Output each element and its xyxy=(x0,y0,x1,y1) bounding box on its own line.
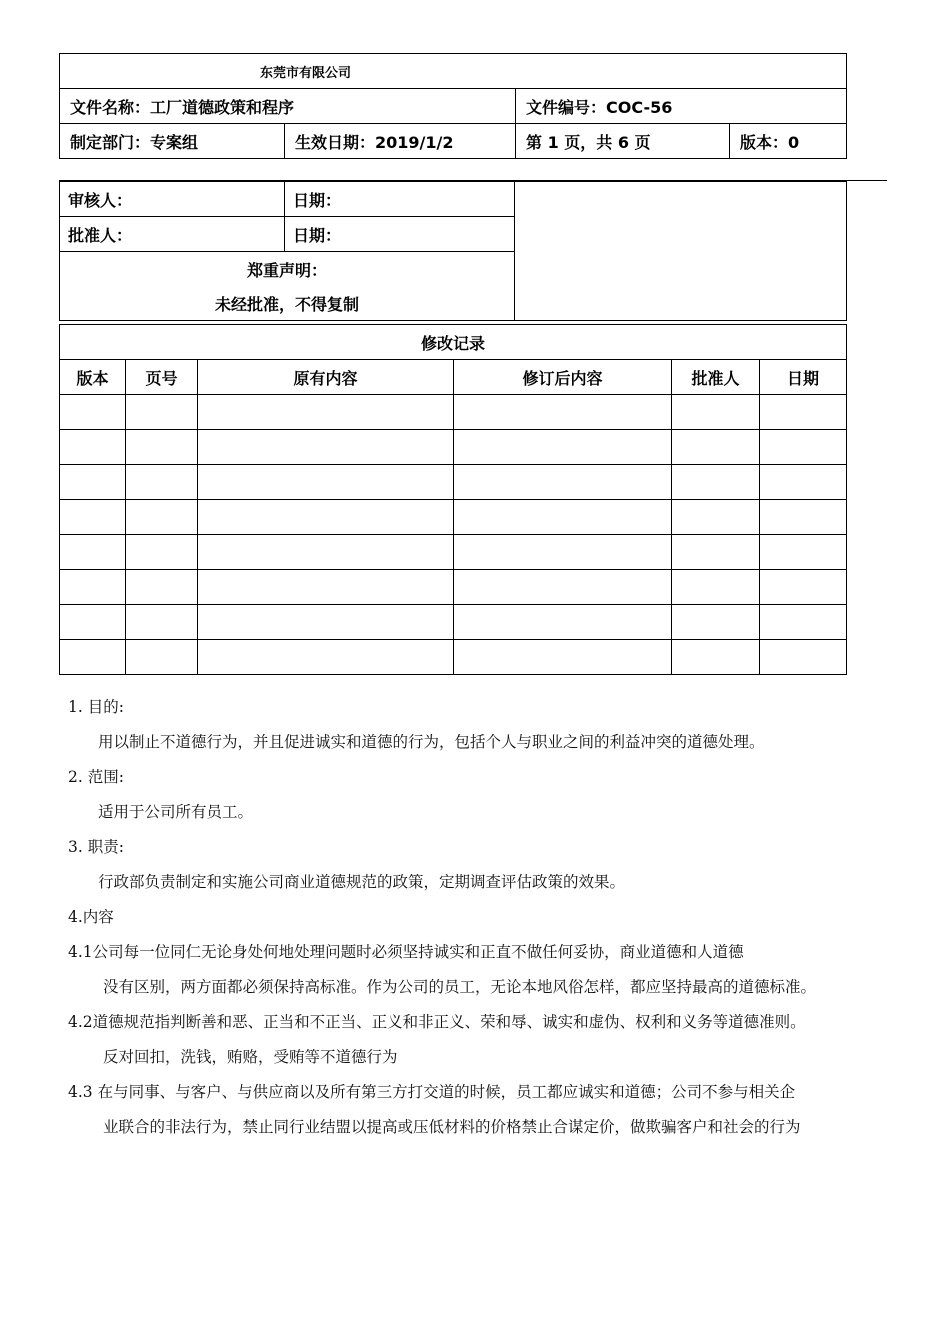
section-3-title: 3. 职责: xyxy=(68,838,124,856)
revision-record-title: 修改记录 xyxy=(60,325,847,360)
table-cell xyxy=(198,465,454,500)
table-cell xyxy=(126,395,198,430)
table-cell xyxy=(126,430,198,465)
company-name: 东莞市有限公司 xyxy=(60,54,847,89)
table-cell xyxy=(672,605,760,640)
document-name: 文件名称：工厂道德政策和程序 xyxy=(60,89,516,124)
table-cell xyxy=(198,500,454,535)
policy-content xyxy=(68,690,898,1145)
table-cell xyxy=(126,570,198,605)
table-cell xyxy=(454,570,672,605)
table-cell xyxy=(60,465,126,500)
table-cell xyxy=(126,465,198,500)
table-cell xyxy=(672,465,760,500)
revision-record-table xyxy=(59,324,847,675)
table-row xyxy=(60,640,847,675)
column-header-date: 日期 xyxy=(760,360,847,395)
table-cell xyxy=(198,570,454,605)
section-3-text: 行政部负责制定和实施公司商业道德规范的政策，定期调查评估政策的效果。 xyxy=(98,873,626,891)
table-cell xyxy=(760,465,847,500)
table-cell xyxy=(60,605,126,640)
section-1-text: 用以制止不道德行为，并且促进诚实和道德的行为，包括个人与职业之间的利益冲突的道德处理。 xyxy=(98,733,765,751)
column-header-approver: 批准人 xyxy=(672,360,760,395)
table-row xyxy=(60,395,847,430)
table-cell xyxy=(672,535,760,570)
table-cell xyxy=(126,535,198,570)
table-cell xyxy=(126,640,198,675)
table-cell xyxy=(454,395,672,430)
table-row xyxy=(60,500,847,535)
section-4-3-line-2: 业联合的非法行为，禁止同行业结盟以提高或压低材料的价格禁止合谋定价，做欺骗客户和社会的行为 xyxy=(103,1118,801,1136)
table-row xyxy=(60,605,847,640)
table-row xyxy=(60,535,847,570)
signature-area xyxy=(515,182,847,321)
table-cell xyxy=(454,605,672,640)
section-1-title: 1. 目的: xyxy=(68,698,124,716)
effective-date: 生效日期：2019/1/2 xyxy=(285,124,516,159)
reviewer-date-label: 日期： xyxy=(285,182,515,217)
table-cell xyxy=(760,640,847,675)
column-header-revised-content: 修订后内容 xyxy=(454,360,672,395)
table-cell xyxy=(60,535,126,570)
column-header-version: 版本 xyxy=(60,360,126,395)
table-cell xyxy=(760,570,847,605)
table-row xyxy=(60,430,847,465)
section-4-title: 4.内容 xyxy=(68,908,114,926)
table-cell xyxy=(672,395,760,430)
department: 制定部门：专案组 xyxy=(60,124,285,159)
table-cell xyxy=(454,640,672,675)
table-cell xyxy=(198,430,454,465)
table-cell xyxy=(198,535,454,570)
table-cell xyxy=(126,605,198,640)
table-cell xyxy=(454,500,672,535)
document-header-table xyxy=(59,53,847,159)
section-4-2-line-2: 反对回扣，洗钱，贿赂，受贿等不道德行为 xyxy=(103,1048,398,1066)
table-cell xyxy=(198,640,454,675)
section-4-3-line-1: 4.3 在与同事、与客户、与供应商以及所有第三方打交道的时候，员工都应诚实和道德；公司不参与相关企 xyxy=(68,1083,796,1101)
table-row xyxy=(60,570,847,605)
table-cell xyxy=(60,430,126,465)
section-4-1-line-1: 4.1公司每一位同仁无论身处何地处理问题时必须坚持诚实和正直不做任何妥协，商业道德和人道德 xyxy=(68,943,744,961)
section-2-title: 2. 范围: xyxy=(68,768,124,786)
table-cell xyxy=(454,535,672,570)
table-cell xyxy=(672,570,760,605)
page-info: 第 1 页，共 6 页 xyxy=(516,124,730,159)
table-cell xyxy=(672,500,760,535)
table-cell xyxy=(60,395,126,430)
table-cell xyxy=(60,500,126,535)
reviewer-label: 审核人： xyxy=(60,182,285,217)
approver-date-label: 日期： xyxy=(285,217,515,252)
document-number: 文件编号：COC-56 xyxy=(516,89,847,124)
section-4-1-line-2: 没有区别，两方面都必须保持高标准。作为公司的员工，无论本地风俗怎样，都应坚持最高的道德标准。 xyxy=(103,978,817,996)
statement-title: 郑重声明： xyxy=(60,252,515,287)
version: 版本：0 xyxy=(730,124,847,159)
table-row xyxy=(60,465,847,500)
table-cell xyxy=(760,500,847,535)
table-cell xyxy=(198,605,454,640)
section-4-2-line-1: 4.2道德规范指判断善和恶、正当和不正当、正义和非正义、荣和辱、诚实和虚伪、权利和义务等道德准则。 xyxy=(68,1013,806,1031)
table-cell xyxy=(760,430,847,465)
statement-text: 未经批准，不得复制 xyxy=(60,286,515,321)
table-cell xyxy=(760,605,847,640)
table-cell xyxy=(760,395,847,430)
column-header-page: 页号 xyxy=(126,360,198,395)
approval-table xyxy=(59,181,847,321)
column-header-original-content: 原有内容 xyxy=(198,360,454,395)
table-cell xyxy=(672,640,760,675)
table-cell xyxy=(454,465,672,500)
table-cell xyxy=(672,430,760,465)
section-2-text: 适用于公司所有员工。 xyxy=(98,803,254,821)
table-cell xyxy=(60,640,126,675)
approver-label: 批准人： xyxy=(60,217,285,252)
table-cell xyxy=(760,535,847,570)
table-cell xyxy=(454,430,672,465)
table-cell xyxy=(198,395,454,430)
table-cell xyxy=(60,570,126,605)
table-cell xyxy=(126,500,198,535)
